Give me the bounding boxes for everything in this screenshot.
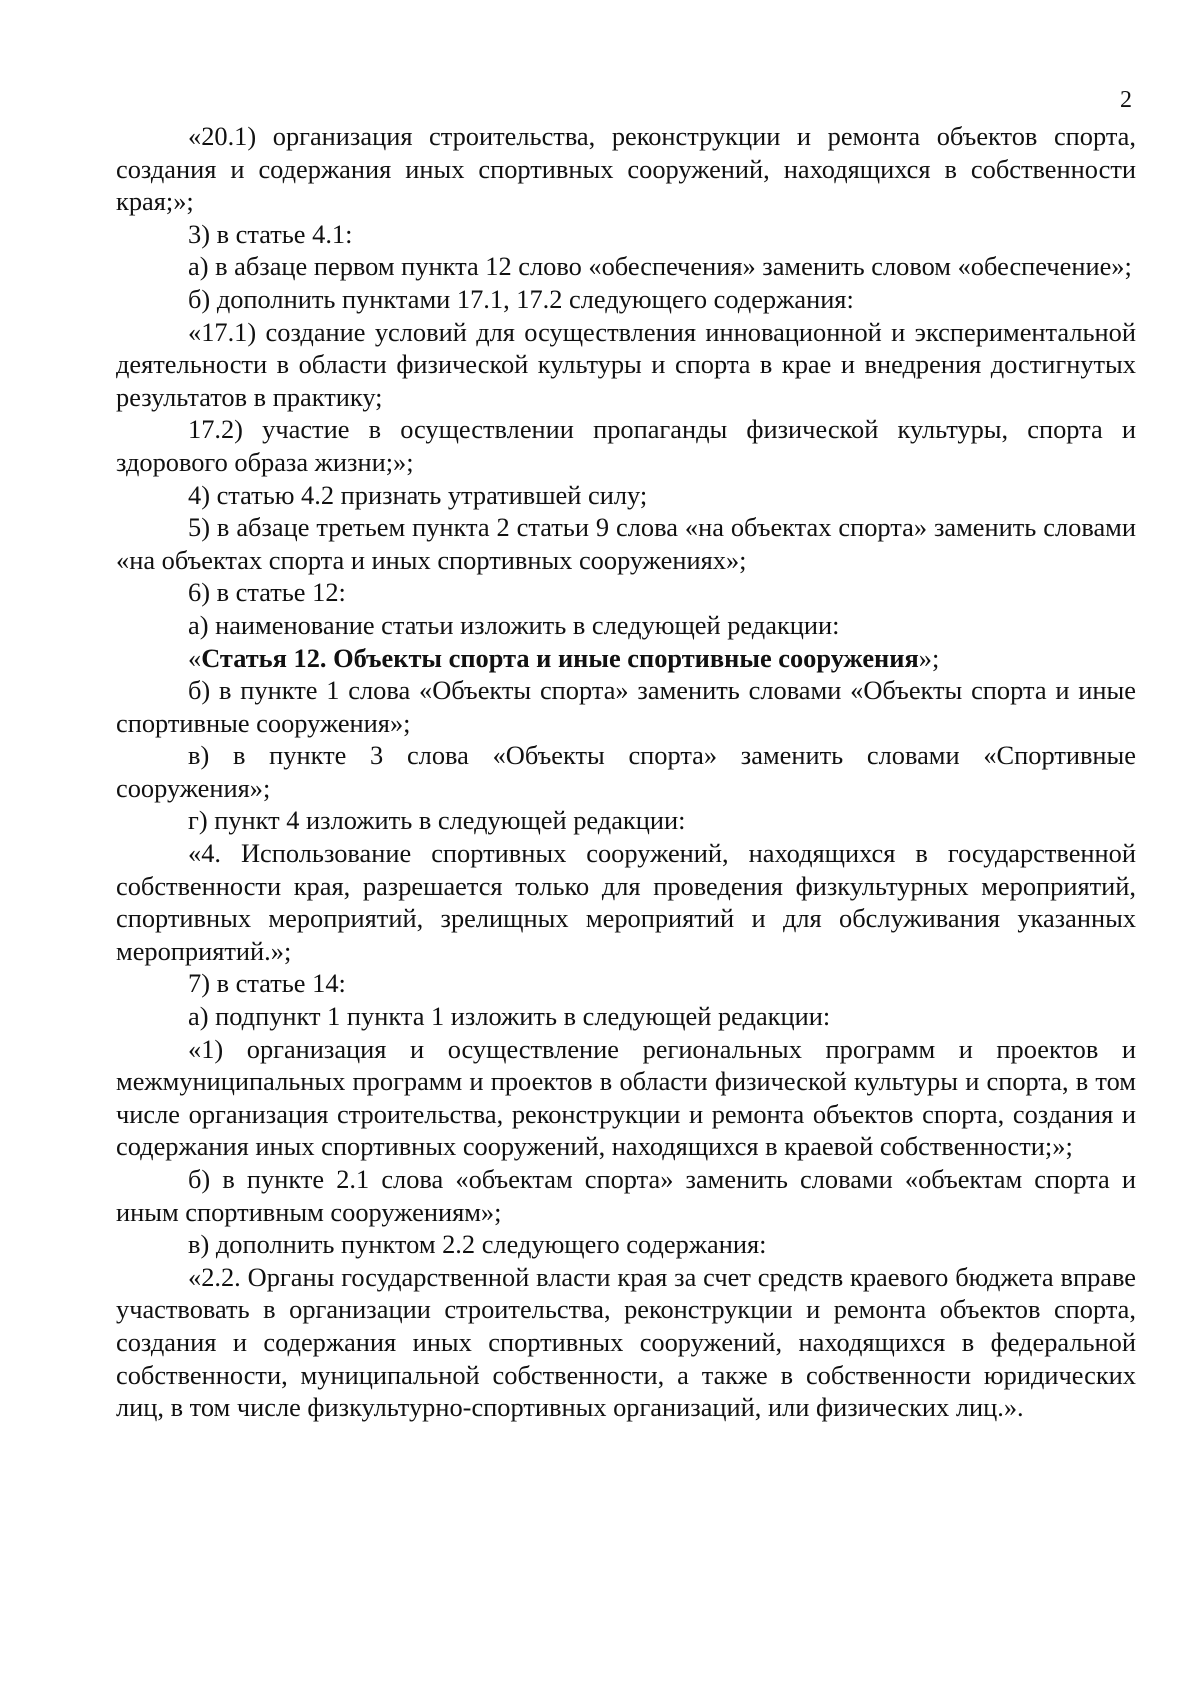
article-12-heading-line [116, 642, 1136, 675]
paragraph-item-6: 6) в статье 12: [188, 577, 346, 608]
paragraph-item-7b: б) в пункте 2.1 слова «объектам спорта» заменить словами «объектам спорта и иным спортивным сооружениям»; [116, 1164, 1136, 1227]
paragraph-subpoint-1: «1) организация и осуществление региональных программ и проектов и межмуниципальных программ и проектов в области физической культуры и спорта, в том числе организация строительства, реконструкции и ремонта объектов спорта, создания и содержания иных спортивных сооружений, находящихся в краевой собственности;»; [116, 1033, 1136, 1162]
paragraph-item-5: 5) в абзаце третьем пункта 2 статьи 9 слова «на объектах спорта» заменить словами «на объектах спорта и иных спортивных сооружениях»; [116, 512, 1136, 575]
paragraph-item-6v: в) в пункте 3 слова «Объекты спорта» заменить словами «Спортивные сооружения»; [116, 740, 1136, 803]
paragraph-17-1: «17.1) создание условий для осуществления инновационной и экспериментальной деятельности в области физической культуры и спорта в крае и внедрения достигнутых результатов в практику; [116, 316, 1136, 412]
paragraph-item-6a: а) наименование статьи изложить в следующей редакции: [188, 609, 840, 640]
paragraph-item-3b: б) дополнить пунктами 17.1, 17.2 следующего содержания: [188, 283, 854, 314]
paragraph-20-1: «20.1) организация строительства, реконструкции и ремонта объектов спорта, создания и содержания иных спортивных сооружений, находящихся в собственности края;»; [116, 121, 1136, 217]
paragraph-item-6b: б) в пункте 1 слова «Объекты спорта» заменить словами «Объекты спорта и иные спортивные сооружения»; [116, 675, 1136, 738]
paragraph-point-4: «4. Использование спортивных сооружений, находящихся в государственной собственности края, разрешается только для проведения физкультурных мероприятий, спортивных мероприятий, зрелищных мероприятий и для обслуживания указанных мероприятий.»; [116, 838, 1136, 966]
article-12-heading: Статья 12. Объекты спорта и иные спортивные сооружения [201, 642, 919, 673]
paragraph-item-3: 3) в статье 4.1: [188, 218, 353, 249]
paragraph-item-7v: в) дополнить пунктом 2.2 следующего содержания: [188, 1229, 767, 1260]
paragraph-item-7: 7) в статье 14: [188, 968, 346, 999]
paragraph-17-2: 17.2) участие в осуществлении пропаганды физической культуры, спорта и здорового образа жизни;»; [116, 414, 1136, 477]
paragraph-point-2-2: «2.2. Органы государственной власти края за счет средств краевого бюджета вправе участвовать в организации строительства, реконструкции и ремонта объектов спорта, создания и содержания иных спортивных сооружений, находящихся в федеральной собственности, муниципальной собственности, а также в собственности юридических лиц, в том числе физкультурно-спортивных организаций, или физических лиц.». [116, 1261, 1136, 1423]
heading-close: »; [918, 642, 940, 673]
paragraph-item-7a: а) подпункт 1 пункта 1 изложить в следующей редакции: [188, 1001, 831, 1032]
paragraph-item-4: 4) статью 4.2 признать утратившей силу; [188, 479, 648, 510]
document-body [116, 120, 1136, 1424]
paragraph-item-6g: г) пункт 4 изложить в следующей редакции: [188, 805, 686, 836]
paragraph-item-3a: а) в абзаце первом пункта 12 слово «обеспечения» заменить словом «обеспечение»; [188, 251, 1132, 282]
page-number: 2 [1120, 87, 1132, 113]
heading-open-quote: « [188, 642, 202, 673]
